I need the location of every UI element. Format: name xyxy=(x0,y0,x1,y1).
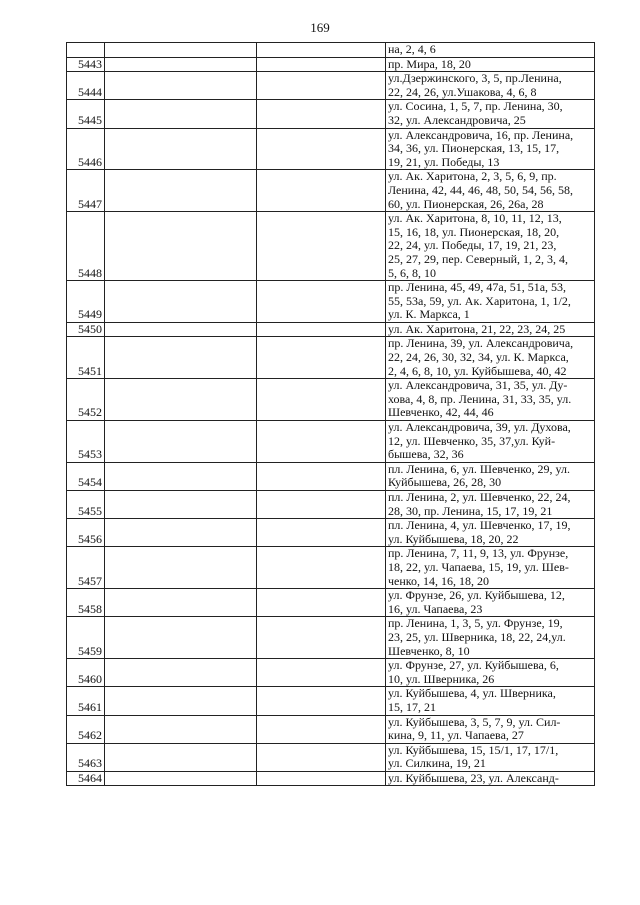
district-number: 5459 xyxy=(67,617,105,659)
table-row xyxy=(67,715,595,743)
district-number: 5450 xyxy=(67,322,105,337)
address-line: ул.Дзержинского, 3, 5, пр.Ленина, xyxy=(388,71,562,86)
empty-cell xyxy=(105,491,257,519)
table-row xyxy=(67,100,595,128)
empty-cell xyxy=(257,547,386,589)
empty-cell xyxy=(257,715,386,743)
address-line: пл. Ленина, 2, ул. Шевченко, 22, 24, xyxy=(388,490,571,504)
empty-cell xyxy=(105,659,257,687)
empty-cell xyxy=(105,547,257,589)
district-number: 5455 xyxy=(67,491,105,519)
district-number: 5453 xyxy=(67,421,105,463)
district-number xyxy=(67,43,105,58)
address-line: ул. Куйбышева, 4, ул. Шверника, xyxy=(388,686,556,701)
empty-cell xyxy=(257,687,386,715)
district-number: 5448 xyxy=(67,212,105,281)
empty-cell xyxy=(257,519,386,547)
address-line: ул. Фрунзе, 27, ул. Куйбышева, 6, xyxy=(388,658,559,673)
address-list xyxy=(386,462,595,490)
district-number: 5452 xyxy=(67,379,105,421)
address-line: 12, ул. Шевченко, 35, 37,ул. Куй- xyxy=(388,433,556,448)
empty-cell xyxy=(257,659,386,687)
address-list xyxy=(386,170,595,212)
address-list xyxy=(386,379,595,421)
address-line: пр. Ленина, 7, 11, 9, 13, ул. Фрунзе, xyxy=(388,546,569,561)
address-list xyxy=(386,57,595,72)
table-row xyxy=(67,43,595,58)
address-line: 28, 30, пр. Ленина, 15, 17, 19, 21 xyxy=(388,503,553,518)
address-line: ул. Фрунзе, 26, ул. Куйбышева, 12, xyxy=(388,588,565,603)
table-row xyxy=(67,462,595,490)
table-row xyxy=(67,743,595,771)
table-row xyxy=(67,170,595,212)
table-body xyxy=(67,43,595,786)
empty-cell xyxy=(105,100,257,128)
address-list xyxy=(386,547,595,589)
table-row xyxy=(67,281,595,323)
table-row xyxy=(67,687,595,715)
table-row xyxy=(67,771,595,786)
empty-cell xyxy=(257,379,386,421)
district-number: 5451 xyxy=(67,337,105,379)
address-line: кина, 9, 11, ул. Чапаева, 27 xyxy=(388,728,524,743)
empty-cell xyxy=(105,281,257,323)
address-line: 2, 4, 6, 8, 10, ул. Куйбышева, 40, 42 xyxy=(388,363,567,378)
address-line: пл. Ленина, 4, ул. Шевченко, 17, 19, xyxy=(388,518,571,533)
address-line: ул. Александровича, 39, ул. Духова, xyxy=(388,420,571,435)
empty-cell xyxy=(257,617,386,659)
empty-cell xyxy=(105,170,257,212)
address-list xyxy=(386,743,595,771)
district-number: 5444 xyxy=(67,72,105,100)
table-row xyxy=(67,421,595,463)
address-line: пр. Ленина, 39, ул. Александровича, xyxy=(388,336,574,351)
address-line: ул. Силкина, 19, 21 xyxy=(388,756,486,771)
address-line: Шевченко, 8, 10 xyxy=(388,643,470,658)
address-line: ул. Сосина, 1, 5, 7, пр. Ленина, 30, xyxy=(388,99,563,114)
empty-cell xyxy=(257,212,386,281)
table-row xyxy=(67,322,595,337)
empty-cell xyxy=(105,715,257,743)
address-line: 10, ул. Шверника, 26 xyxy=(388,671,495,686)
district-number: 5445 xyxy=(67,100,105,128)
address-line: 22, 24, 26, ул.Ушакова, 4, 6, 8 xyxy=(388,84,537,99)
address-line: ул. Куйбышева, 3, 5, 7, 9, ул. Сил- xyxy=(388,714,561,729)
address-list xyxy=(386,715,595,743)
table-row xyxy=(67,547,595,589)
address-list xyxy=(386,491,595,519)
empty-cell xyxy=(105,687,257,715)
address-list xyxy=(386,322,595,337)
empty-cell xyxy=(105,337,257,379)
address-list xyxy=(386,212,595,281)
empty-cell xyxy=(105,421,257,463)
table-row xyxy=(67,212,595,281)
address-list xyxy=(386,337,595,379)
empty-cell xyxy=(105,519,257,547)
table-row xyxy=(67,617,595,659)
address-line: ул. К. Маркса, 1 xyxy=(388,307,470,322)
empty-cell xyxy=(105,589,257,617)
address-line: 55, 53а, 59, ул. Ак. Харитона, 1, 1/2, xyxy=(388,293,571,308)
address-line: Ленина, 42, 44, 46, 48, 50, 54, 56, 58, xyxy=(388,182,573,197)
address-line: пр. Мира, 18, 20 xyxy=(388,56,471,71)
table-row xyxy=(67,491,595,519)
district-number: 5456 xyxy=(67,519,105,547)
page-number: 169 xyxy=(310,20,330,35)
empty-cell xyxy=(257,57,386,72)
address-list xyxy=(386,687,595,715)
table-row xyxy=(67,57,595,72)
address-list xyxy=(386,43,595,58)
address-line: ул. Куйбышева, 18, 20, 22 xyxy=(388,531,519,546)
address-list xyxy=(386,589,595,617)
empty-cell xyxy=(105,72,257,100)
district-number: 5458 xyxy=(67,589,105,617)
table-row xyxy=(67,519,595,547)
empty-cell xyxy=(257,100,386,128)
polling-district-table xyxy=(66,42,595,786)
district-number: 5464 xyxy=(67,771,105,786)
empty-cell xyxy=(105,43,257,58)
empty-cell xyxy=(105,617,257,659)
address-line: на, 2, 4, 6 xyxy=(388,42,436,56)
address-line: хова, 4, 8, пр. Ленина, 31, 33, 35, ул. xyxy=(388,391,572,406)
empty-cell xyxy=(105,322,257,337)
empty-cell xyxy=(257,322,386,337)
address-list xyxy=(386,72,595,100)
district-number: 5447 xyxy=(67,170,105,212)
address-list xyxy=(386,519,595,547)
address-line: 5, 6, 8, 10 xyxy=(388,265,436,280)
address-line: ул. Ак. Харитона, 8, 10, 11, 12, 13, xyxy=(388,211,562,226)
table-row xyxy=(67,337,595,379)
address-list xyxy=(386,617,595,659)
empty-cell xyxy=(257,462,386,490)
empty-cell xyxy=(257,128,386,170)
empty-cell xyxy=(105,462,257,490)
address-list xyxy=(386,281,595,323)
address-line: 25, 27, 29, пер. Северный, 1, 2, 3, 4, xyxy=(388,251,569,266)
table-row xyxy=(67,379,595,421)
table-row xyxy=(67,128,595,170)
address-line: пр. Ленина, 45, 49, 47а, 51, 51а, 53, xyxy=(388,280,567,295)
empty-cell xyxy=(105,212,257,281)
district-number: 5443 xyxy=(67,57,105,72)
district-number: 5446 xyxy=(67,128,105,170)
empty-cell xyxy=(105,379,257,421)
address-line: Шевченко, 42, 44, 46 xyxy=(388,405,494,420)
empty-cell xyxy=(105,771,257,786)
empty-cell xyxy=(257,421,386,463)
address-line: 34, 36, ул. Пионерская, 13, 15, 17, xyxy=(388,141,560,156)
empty-cell xyxy=(105,128,257,170)
address-list xyxy=(386,421,595,463)
empty-cell xyxy=(105,57,257,72)
address-line: 15, 16, 18, ул. Пионерская, 18, 20, xyxy=(388,224,560,239)
table-row xyxy=(67,659,595,687)
empty-cell xyxy=(257,589,386,617)
empty-cell xyxy=(257,43,386,58)
address-line: 22, 24, 26, 30, 32, 34, ул. К. Маркса, xyxy=(388,350,569,365)
address-line: ченко, 14, 16, 18, 20 xyxy=(388,573,490,588)
empty-cell xyxy=(257,281,386,323)
address-line: 32, ул. Александровича, 25 xyxy=(388,112,526,127)
empty-cell xyxy=(257,72,386,100)
district-number: 5463 xyxy=(67,743,105,771)
address-line: ул. Куйбышева, 23, ул. Александ- xyxy=(388,770,559,785)
empty-cell xyxy=(257,170,386,212)
district-number: 5449 xyxy=(67,281,105,323)
empty-cell xyxy=(257,337,386,379)
address-line: 16, ул. Чапаева, 23 xyxy=(388,601,483,616)
address-line: 22, 24, ул. Победы, 17, 19, 21, 23, xyxy=(388,238,557,253)
address-line: ул. Ак. Харитона, 21, 22, 23, 24, 25 xyxy=(388,321,566,336)
address-line: ул. Александровича, 16, пр. Ленина, xyxy=(388,127,574,142)
address-line: ул. Куйбышева, 15, 15/1, 17, 17/1, xyxy=(388,742,559,757)
address-line: 19, 21, ул. Победы, 13 xyxy=(388,154,500,169)
address-line: бышева, 32, 36 xyxy=(388,447,464,462)
address-line: ул. Ак. Харитона, 2, 3, 5, 6, 9, пр. xyxy=(388,169,557,184)
district-number: 5460 xyxy=(67,659,105,687)
address-line: 18, 22, ул. Чапаева, 15, 19, ул. Шев- xyxy=(388,559,569,574)
table-row xyxy=(67,72,595,100)
empty-cell xyxy=(257,491,386,519)
empty-cell xyxy=(257,743,386,771)
address-line: пл. Ленина, 6, ул. Шевченко, 29, ул. xyxy=(388,461,570,476)
address-list xyxy=(386,771,595,786)
district-number: 5462 xyxy=(67,715,105,743)
address-line: 15, 17, 21 xyxy=(388,699,436,714)
address-line: 60, ул. Пионерская, 26, 26а, 28 xyxy=(388,196,544,211)
district-number: 5454 xyxy=(67,462,105,490)
address-list xyxy=(386,100,595,128)
empty-cell xyxy=(257,771,386,786)
district-number: 5461 xyxy=(67,687,105,715)
district-number: 5457 xyxy=(67,547,105,589)
table-row xyxy=(67,589,595,617)
address-line: 23, 25, ул. Шверника, 18, 22, 24,ул. xyxy=(388,629,566,644)
empty-cell xyxy=(105,743,257,771)
address-line: Куйбышева, 26, 28, 30 xyxy=(388,475,502,490)
address-line: пр. Ленина, 1, 3, 5, ул. Фрунзе, 19, xyxy=(388,616,563,631)
address-list xyxy=(386,659,595,687)
address-line: ул. Александровича, 31, 35, ул. Ду- xyxy=(388,378,568,393)
address-list xyxy=(386,128,595,170)
